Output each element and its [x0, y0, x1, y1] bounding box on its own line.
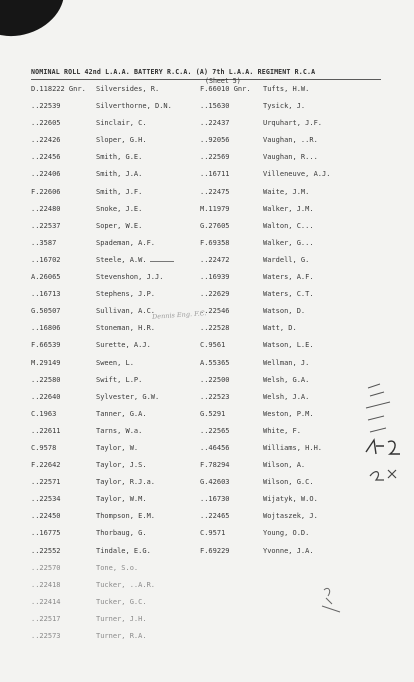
service-number: ..22475 [200, 187, 230, 196]
soldier-name: Surette, A.J. [96, 341, 151, 350]
soldier-name: Watson, D. [263, 307, 306, 316]
soldier-name: Tanner, G.A. [96, 409, 147, 418]
service-number: A.55365 [200, 358, 230, 367]
roll-row [0, 170, 414, 187]
bottom-pencil-mark [318, 584, 348, 614]
service-number: ..16730 [200, 495, 230, 504]
service-number: G.50507 [31, 307, 61, 316]
soldier-name: Walton, C... [263, 221, 314, 230]
service-number: F.22606 [31, 187, 61, 196]
service-number: M.29149 [31, 358, 61, 367]
service-number: G.42603 [200, 478, 230, 487]
soldier-name: Wilson, G.C. [263, 478, 314, 487]
roll-row [0, 547, 414, 564]
soldier-name: Walker, G... [263, 238, 314, 247]
roll-row [0, 444, 414, 461]
service-number: ..3587 [31, 238, 57, 247]
roll-row [0, 205, 414, 222]
roll-row [0, 512, 414, 529]
soldier-name: Smith, J.F. [96, 187, 143, 196]
soldier-name: Steele, A.W. [96, 255, 147, 264]
service-number: ..22552 [31, 546, 61, 555]
service-number: ..22546 [200, 307, 230, 316]
pencil-annotation: Dennis Eng. F.C. [151, 309, 207, 321]
service-number: ..22465 [200, 512, 230, 521]
service-number: ..22500 [200, 375, 230, 384]
soldier-name: Stephens, J.P. [96, 290, 156, 299]
roll-row [0, 273, 414, 290]
soldier-name: Tucker, ..A.R. [96, 580, 156, 589]
service-number: ..22605 [31, 119, 61, 128]
service-number: M.11979 [200, 204, 230, 213]
service-number: ..16806 [31, 324, 61, 333]
service-number: ..22573 [31, 632, 61, 640]
service-number: ..22580 [31, 375, 61, 384]
service-number: ..16939 [200, 273, 230, 282]
service-number: A.26065 [31, 273, 61, 282]
roll-row [0, 529, 414, 546]
service-number: F.66539 [31, 341, 61, 350]
service-number: ..22523 [200, 392, 230, 401]
roll-row [0, 102, 414, 119]
roll-row [0, 341, 414, 358]
soldier-name: Wijatyk, W.O. [263, 495, 318, 504]
service-number: ..46456 [200, 443, 230, 452]
service-number: ..22480 [31, 204, 61, 213]
roll-row [0, 290, 414, 307]
soldier-name: Watt, D. [263, 324, 297, 333]
roll-row [0, 410, 414, 427]
soldier-name: Taylor, J.S. [96, 461, 147, 470]
soldier-name: Tindale, E.G. [96, 546, 151, 555]
service-number: ..22426 [31, 136, 61, 145]
soldier-name: Spademan, A.F. [96, 238, 156, 247]
soldier-name: Wardell, G. [263, 255, 310, 264]
soldier-name: White, F. [263, 426, 301, 435]
roll-row [0, 136, 414, 153]
service-number: C.9571 [200, 529, 226, 538]
soldier-name: Welsh, J.A. [263, 392, 310, 401]
soldier-name: Turner, J.H. [96, 614, 147, 623]
soldier-name: Vaughan, R... [263, 153, 318, 162]
soldier-name: Soper, W.E. [96, 221, 143, 230]
soldier-name: Weston, P.M. [263, 409, 314, 418]
service-number: ..22611 [31, 426, 61, 435]
roll-row [0, 598, 414, 615]
service-number: ..16702 [31, 255, 61, 264]
soldier-name: Williams, H.H. [263, 443, 323, 452]
roll-title: NOMINAL ROLL 42nd L.A.A. BATTERY R.C.A. (A) 7th L.A.A. REGIMENT R.C.A [31, 68, 316, 76]
soldier-name: Wilson, A. [263, 461, 306, 470]
service-number: F.69358 [200, 238, 230, 247]
service-number: ..16775 [31, 529, 61, 538]
soldier-name: Sween, L. [96, 358, 134, 367]
soldier-name: Turner, R.A. [96, 632, 147, 640]
service-number: ..22534 [31, 495, 61, 504]
soldier-name: Villeneuve, A.J. [263, 170, 331, 179]
roll-row [0, 581, 414, 598]
service-number: ..22569 [200, 153, 230, 162]
service-number: F.69229 [200, 546, 230, 555]
soldier-name: Waite, J.M. [263, 187, 310, 196]
service-number: ..22456 [31, 153, 61, 162]
soldier-name: Vaughan, ..R. [263, 136, 318, 145]
soldier-name: Sullivan, A.C. [96, 307, 156, 316]
soldier-name: Stoneman, H.R. [96, 324, 156, 333]
service-number: C.9561 [200, 341, 226, 350]
roll-row [0, 393, 414, 410]
soldier-name: Thompson, E.M. [96, 512, 156, 521]
service-number: F.22642 [31, 461, 61, 470]
soldier-name: Tone, S.o. [96, 563, 139, 572]
service-number: ..22629 [200, 290, 230, 299]
roll-row [0, 564, 414, 581]
service-number: ..16711 [200, 170, 230, 179]
roll-row [0, 461, 414, 478]
service-number: ..22570 [31, 563, 61, 572]
roll-entries [0, 85, 414, 649]
service-number: ..22517 [31, 614, 61, 623]
roll-row [0, 239, 414, 256]
soldier-name: Sloper, G.H. [96, 136, 147, 145]
roll-row [0, 359, 414, 376]
soldier-name: Waters, C.T. [263, 290, 314, 299]
soldier-name: Yvonne, J.A. [263, 546, 314, 555]
service-number: ..22472 [200, 255, 230, 264]
soldier-name: Watson, L.E. [263, 341, 314, 350]
service-number: ..22539 [31, 102, 61, 111]
service-number: F.78294 [200, 461, 230, 470]
service-number: D.118222 Gnr. [31, 85, 86, 93]
soldier-name: Smith, J.A. [96, 170, 143, 179]
soldier-name: Tucker, G.C. [96, 597, 147, 606]
roll-row [0, 222, 414, 239]
soldier-name: Tarns, W.a. [96, 426, 143, 435]
roll-row [0, 478, 414, 495]
soldier-name: Tufts, H.W. [263, 85, 310, 93]
roll-row [0, 615, 414, 632]
roll-row [0, 324, 414, 341]
service-number: ..15630 [200, 102, 230, 111]
soldier-name: Silversides, R. [96, 85, 160, 93]
soldier-name: Taylor, R.J.a. [96, 478, 156, 487]
service-number: G.5291 [200, 409, 226, 418]
service-number: G.27605 [200, 221, 230, 230]
soldier-name: Sylvester, G.W. [96, 392, 160, 401]
soldier-name: Walker, J.M. [263, 204, 314, 213]
service-number: ..22537 [31, 221, 61, 230]
margin-scribble-icon [360, 380, 410, 500]
roll-row [0, 427, 414, 444]
roll-row [0, 632, 414, 649]
soldier-name: Sinclair, C. [96, 119, 147, 128]
soldier-name: Waters, A.F. [263, 273, 314, 282]
soldier-name: Stevenshon, J.J. [96, 273, 164, 282]
pencil-tick-icon [318, 584, 348, 614]
roll-row [0, 256, 414, 273]
service-number: ..22437 [200, 119, 230, 128]
service-number: ..16713 [31, 290, 61, 299]
margin-pencil-notes [360, 380, 410, 500]
service-number: ..22528 [200, 324, 230, 333]
roll-row [0, 119, 414, 136]
soldier-name: Wojtaszek, J. [263, 512, 318, 521]
service-number: ..22565 [200, 426, 230, 435]
roll-row [0, 188, 414, 205]
soldier-name: Smith, G.E. [96, 153, 143, 162]
soldier-name: Welsh, G.A. [263, 375, 310, 384]
service-number: ..22418 [31, 580, 61, 589]
soldier-name: Silverthorne, D.N. [96, 102, 172, 111]
service-number: ..22414 [31, 597, 61, 606]
service-number: ..92056 [200, 136, 230, 145]
service-number: ..22571 [31, 478, 61, 487]
soldier-name: Wellman, J. [263, 358, 310, 367]
roll-row [0, 85, 414, 102]
sheet-number: (Sheet 5) [205, 77, 241, 85]
service-number: C.9578 [31, 443, 57, 452]
service-number: C.1963 [31, 409, 57, 418]
service-number: F.66010 Gnr. [200, 85, 251, 93]
soldier-name: Taylor, W.M. [96, 495, 147, 504]
soldier-name: Taylor, W. [96, 443, 139, 452]
soldier-name: Swift, L.P. [96, 375, 143, 384]
service-number: ..22450 [31, 512, 61, 521]
soldier-name: Snoke, J.E. [96, 204, 143, 213]
roll-row [0, 376, 414, 393]
soldier-name: Thorbaug, G. [96, 529, 147, 538]
pencil-underline [150, 261, 174, 262]
soldier-name: Tysick, J. [263, 102, 306, 111]
soldier-name: Young, O.D. [263, 529, 310, 538]
roll-row [0, 153, 414, 170]
service-number: ..22406 [31, 170, 61, 179]
soldier-name: Urquhart, J.F. [263, 119, 323, 128]
roll-row [0, 495, 414, 512]
service-number: ..22640 [31, 392, 61, 401]
